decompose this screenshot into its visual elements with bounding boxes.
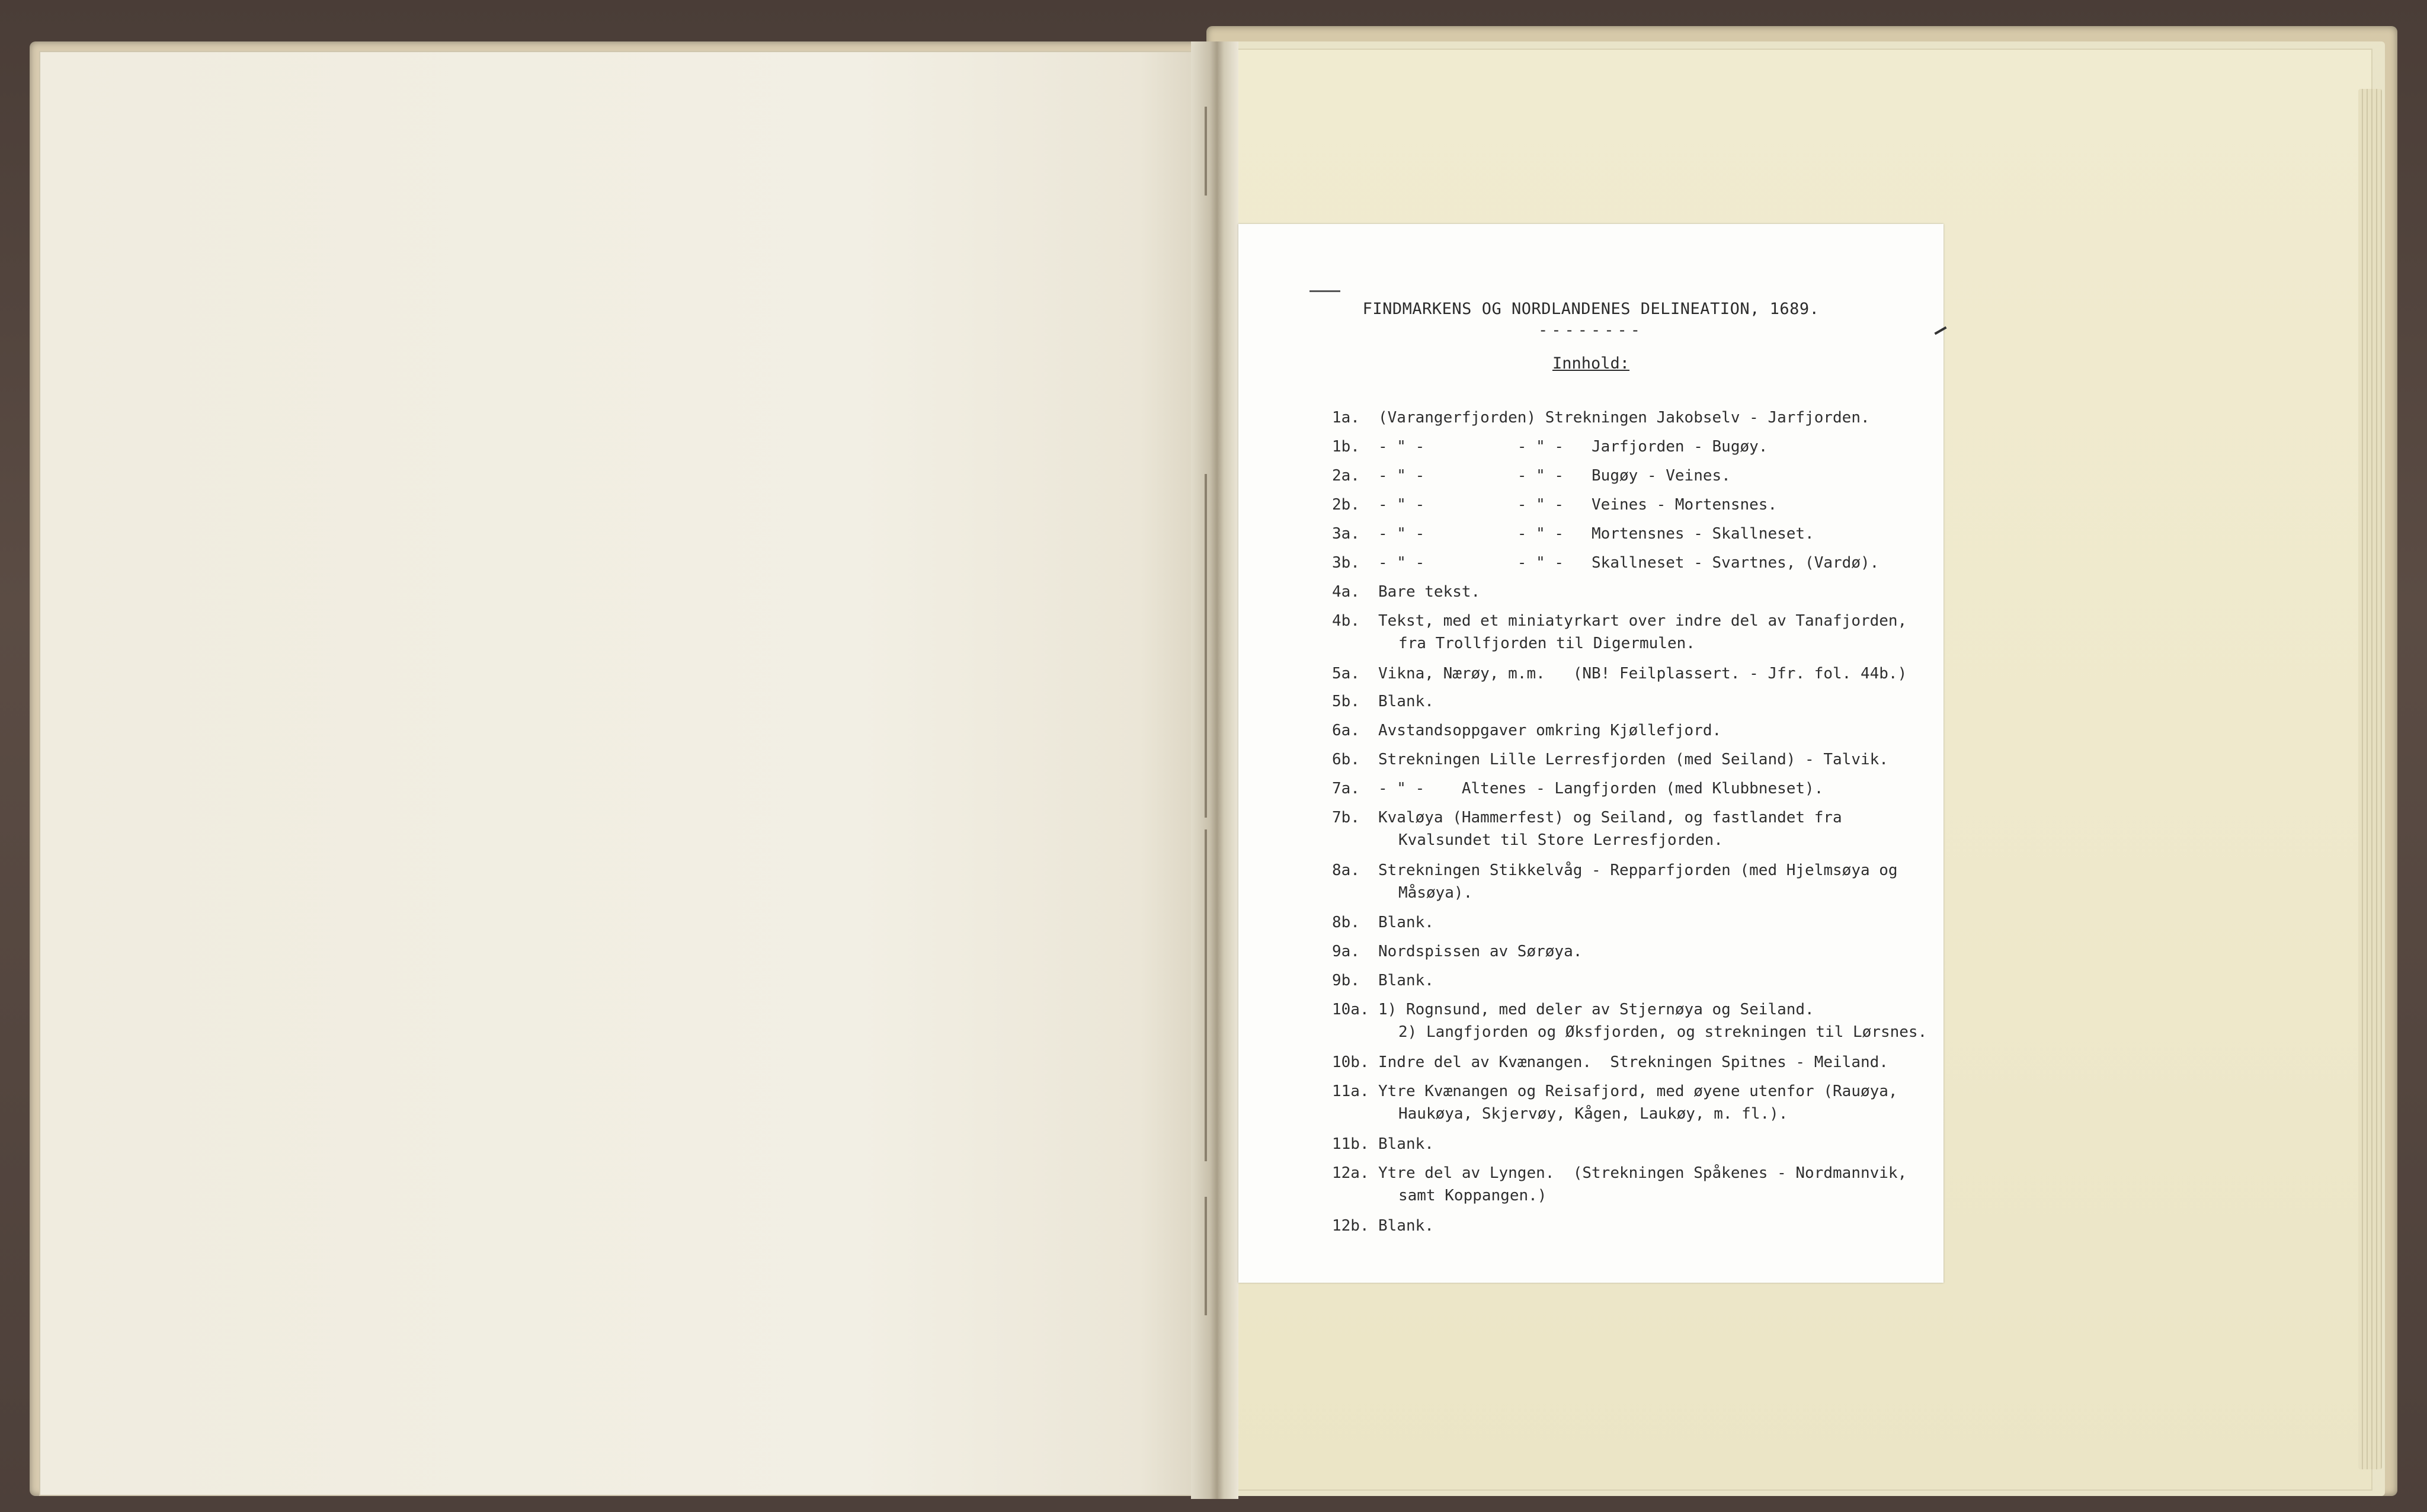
- entry-description-continued: Kvalsundet til Store Lerresfjorden.: [1398, 831, 1723, 849]
- folio-number: 5a.: [1332, 665, 1360, 683]
- binding-stitch: [1205, 107, 1207, 196]
- folio-number: 11a.: [1332, 1082, 1369, 1100]
- folio-number: 9a.: [1332, 943, 1360, 960]
- binding-stitch: [1205, 829, 1207, 1161]
- pencil-dash-mark: [1309, 290, 1340, 292]
- folio-number: 12b.: [1332, 1217, 1369, 1235]
- entry-description: - " - - " - Bugøy - Veines.: [1378, 467, 1731, 485]
- left-blank-page: [39, 51, 1212, 1496]
- contents-list: [1238, 224, 1943, 1283]
- folio-number: 4a.: [1332, 583, 1360, 601]
- entry-description: - " - Altenes - Langfjorden (med Klubbneset).: [1378, 780, 1824, 797]
- entry-description: Nordspissen av Sørøya.: [1378, 943, 1583, 960]
- entry-description-continued: Haukøya, Skjervøy, Kågen, Laukøy, m. fl.).: [1398, 1105, 1788, 1123]
- entry-description: Blank.: [1378, 972, 1434, 989]
- folio-number: 5b.: [1332, 693, 1360, 710]
- entry-description: Tekst, med et miniatyrkart over indre del av Tanafjorden,: [1378, 612, 1907, 630]
- entry-description: - " - - " - Veines - Mortensnes.: [1378, 496, 1778, 514]
- entry-description-continued: Måsøya).: [1398, 884, 1473, 902]
- entry-description: Ytre del av Lyngen. (Strekningen Spåkenes - Nordmannvik,: [1378, 1164, 1907, 1182]
- entry-description: Bare tekst.: [1378, 583, 1481, 601]
- folio-number: 8b.: [1332, 914, 1360, 931]
- title-underline-rule: --------: [1538, 321, 1644, 339]
- contents-heading: Innhold:: [1552, 354, 1630, 373]
- folio-number: 3b.: [1332, 554, 1360, 572]
- folio-number: 1b.: [1332, 438, 1360, 456]
- folio-number: 11b.: [1332, 1135, 1369, 1153]
- entry-description: Indre del av Kvænangen. Strekningen Spitnes - Meiland.: [1378, 1053, 1888, 1071]
- entry-description: Kvaløya (Hammerfest) og Seiland, og fastlandet fra: [1378, 809, 1842, 827]
- folio-number: 6b.: [1332, 751, 1360, 768]
- folio-number: 2a.: [1332, 467, 1360, 485]
- entry-description: - " - - " - Jarfjorden - Bugøy.: [1378, 438, 1768, 456]
- folio-number: 8a.: [1332, 861, 1360, 879]
- entry-description: Blank.: [1378, 914, 1434, 931]
- folio-number: 6a.: [1332, 722, 1360, 739]
- entry-description: - " - - " - Skallneset - Svartnes, (Vardø).: [1378, 554, 1880, 572]
- folio-number: 7a.: [1332, 780, 1360, 797]
- folio-number: 4b.: [1332, 612, 1360, 630]
- binding-stitch: [1205, 474, 1207, 818]
- entry-description: Avstandsoppgaver omkring Kjøllefjord.: [1378, 722, 1722, 739]
- typed-contents-sheet: [1238, 224, 1943, 1283]
- entry-description: Blank.: [1378, 1217, 1434, 1235]
- book-gutter: [1191, 41, 1238, 1499]
- document-title: FINDMARKENS OG NORDLANDENES DELINEATION, 1689.: [1362, 300, 1820, 318]
- entry-description: - " - - " - Mortensnes - Skallneset.: [1378, 525, 1814, 543]
- entry-description: Blank.: [1378, 693, 1434, 710]
- entry-description: Blank.: [1378, 1135, 1434, 1153]
- entry-description-continued: samt Koppangen.): [1398, 1187, 1547, 1205]
- folio-number: 2b.: [1332, 496, 1360, 514]
- binding-stitch: [1205, 1197, 1207, 1315]
- entry-description: Strekningen Lille Lerresfjorden (med Seiland) - Talvik.: [1378, 751, 1888, 768]
- folio-number: 7b.: [1332, 809, 1360, 827]
- entry-description-continued: 2) Langfjorden og Øksfjorden, og strekningen til Lørsnes.: [1398, 1023, 1927, 1041]
- folio-number: 12a.: [1332, 1164, 1369, 1182]
- entry-description: Vikna, Nærøy, m.m. (NB! Feilplassert. - Jfr. fol. 44b.): [1378, 665, 1907, 683]
- entry-description-continued: fra Trollfjorden til Digermulen.: [1398, 635, 1695, 652]
- entry-description: Strekningen Stikkelvåg - Repparfjorden (med Hjelmsøya og: [1378, 861, 1898, 879]
- entry-description: 1) Rognsund, med deler av Stjernøya og Seiland.: [1378, 1001, 1814, 1018]
- folio-number: 10a.: [1332, 1001, 1369, 1018]
- entry-description: Ytre Kvænangen og Reisafjord, med øyene utenfor (Rauøya,: [1378, 1082, 1898, 1100]
- folio-number: 9b.: [1332, 972, 1360, 989]
- page-stack-edge: [2358, 89, 2382, 1469]
- folio-number: 10b.: [1332, 1053, 1369, 1071]
- folio-number: 1a.: [1332, 409, 1360, 427]
- folio-number: 3a.: [1332, 525, 1360, 543]
- entry-description: (Varangerfjorden) Strekningen Jakobselv - Jarfjorden.: [1378, 409, 1870, 427]
